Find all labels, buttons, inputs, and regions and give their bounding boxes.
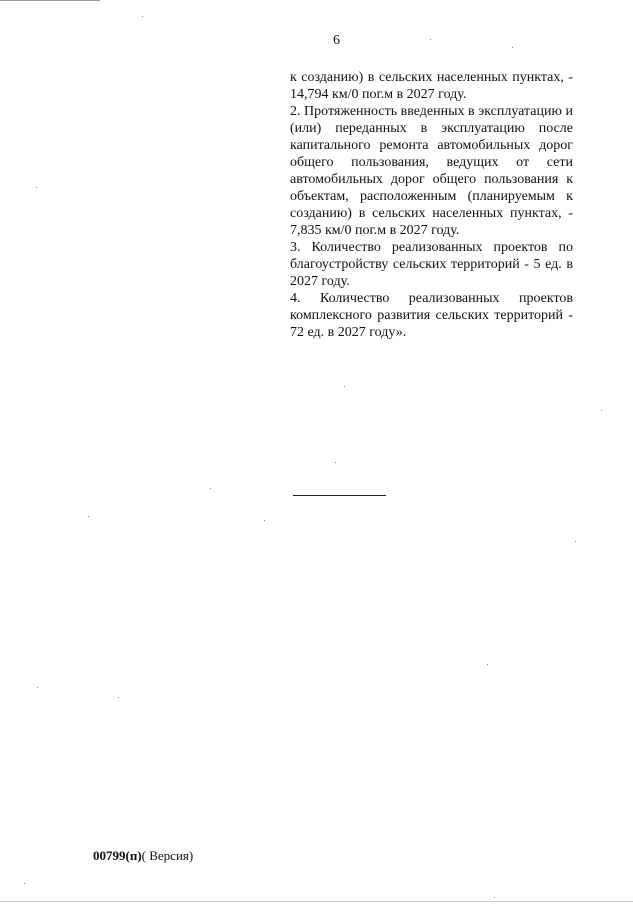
scan-speck <box>430 39 431 40</box>
scan-speck <box>344 386 345 387</box>
paragraph-item-4: 4. Количество реализованных проектов комплексного развития сельских территорий - 72 ед. в 2027 году». <box>290 291 573 340</box>
scan-edge-top <box>0 0 100 1</box>
scan-speck <box>487 664 488 665</box>
scan-speck <box>494 897 495 898</box>
scan-speck <box>601 410 602 411</box>
document-footer <box>93 848 193 863</box>
scan-speck <box>575 541 576 542</box>
scan-speck <box>88 516 89 517</box>
scan-speck <box>142 16 143 17</box>
closing-separator-line <box>293 495 386 496</box>
paragraph-item-3: 3. Количество реализованных проектов по благоустройству сельских территорий - 5 ед. в 2027 году. <box>290 240 573 289</box>
scan-edge-bottom <box>0 901 633 902</box>
scan-speck <box>36 187 37 188</box>
scan-speck <box>210 488 211 489</box>
scan-speck <box>264 520 265 521</box>
paragraph-item-2: 2. Протяженность введенных в эксплуатацию и (или) переданных в эксплуатацию после капитального ремонта автомобильных дорог общего пользования, ведущих от сети автомобильных дорог общего пользования к объектам, расположенным (планируемым к созданию) в сельских населенных пунктах, - 7,835 км/0 пог.м в 2027 году. <box>290 104 573 238</box>
document-code: 00799(п) <box>93 848 142 863</box>
scan-speck <box>24 883 25 884</box>
document-version: ( Версия) <box>141 848 194 863</box>
paragraph-continuation: к созданию) в сельских населенных пунктах, - 14,794 км/0 пог.м в 2027 году. <box>290 70 573 102</box>
scan-speck <box>37 687 38 688</box>
document-body <box>290 69 573 341</box>
scan-speck <box>118 697 119 698</box>
scan-speck <box>512 47 513 48</box>
page-number: 6 <box>333 33 340 48</box>
scan-speck <box>335 462 336 463</box>
